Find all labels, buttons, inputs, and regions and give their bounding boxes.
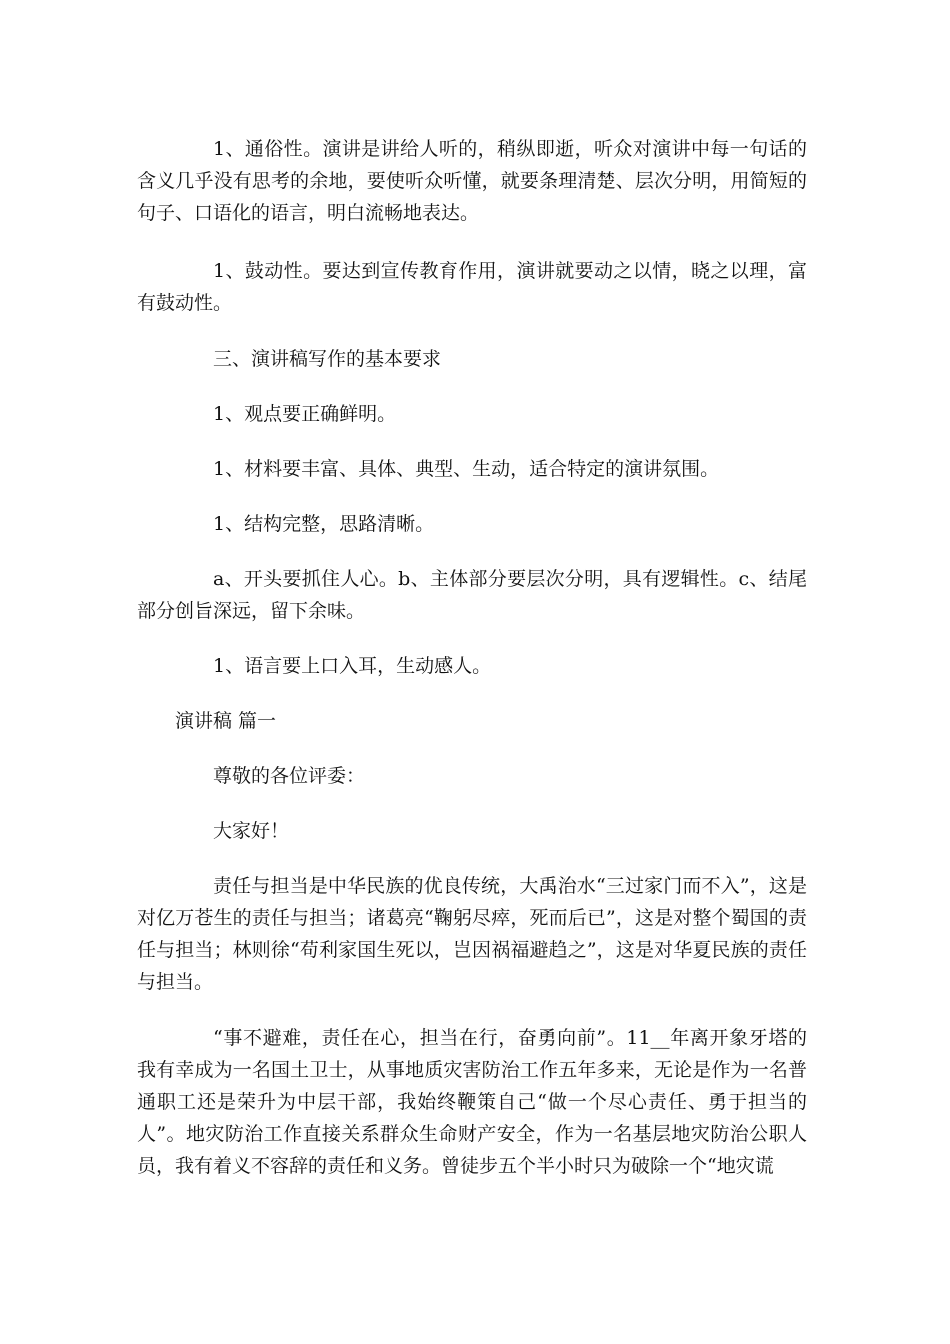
paragraph-structure: 1、结构完整，思路清晰。 <box>213 513 435 535</box>
paragraph-inspiring: 1、鼓动性。要达到宣传教育作用，演讲就要动之以情，晓之以理，富有鼓动性。 <box>137 260 807 314</box>
paragraph-story: “事不避难，责任在心，担当在行，奋勇向前”。11__年离开象牙塔的我有幸成为一名国土卫士，从事地质灾害防治工作五年多来，无论是作为一名普通职工还是荣升为中层干部，我始终鞭策自己“做一个尽心责任、勇于担当的人”。地灾防治工作直接关系群众生命财产安全，作为一名基层地灾防治公职人员，我有着义不容辞的责任和义务。曾徒步五个半小时只为破除一个“地灾谎 <box>137 1027 807 1177</box>
paragraph-structure-detail: a、开头要抓住人心。b、主体部分要层次分明，具有逻辑性。c、结尾部分创旨深远，留下余味。 <box>137 568 807 622</box>
paragraph-viewpoint: 1、观点要正确鲜明。 <box>213 403 397 425</box>
paragraph-language: 1、语言要上口入耳，生动感人。 <box>213 655 492 677</box>
paragraph-popularity: 1、通俗性。演讲是讲给人听的，稍纵即逝，听众对演讲中每一句话的含义几乎没有思考的余地，要使听众听懂，就要条理清楚、层次分明，用简短的句子、口语化的语言，明白流畅地表达。 <box>137 138 807 224</box>
section-heading-requirements: 三、演讲稿写作的基本要求 <box>213 348 442 370</box>
greeting: 大家好！ <box>213 820 290 842</box>
paragraph-responsibility: 责任与担当是中华民族的优良传统，大禹治水“三过家门而不入”，这是对亿万苍生的责任与担当；诸葛亮“鞠躬尽瘁，死而后已”，这是对整个蜀国的责任与担当；林则徐“苟利家国生死以，岂因祸福避趋之”，这是对华夏民族的责任与担当。 <box>137 875 807 993</box>
paragraph-material: 1、材料要丰富、具体、典型、生动，适合特定的演讲氛围。 <box>213 458 720 480</box>
speech-title: 演讲稿 篇一 <box>175 710 277 732</box>
salutation: 尊敬的各位评委： <box>213 765 366 787</box>
